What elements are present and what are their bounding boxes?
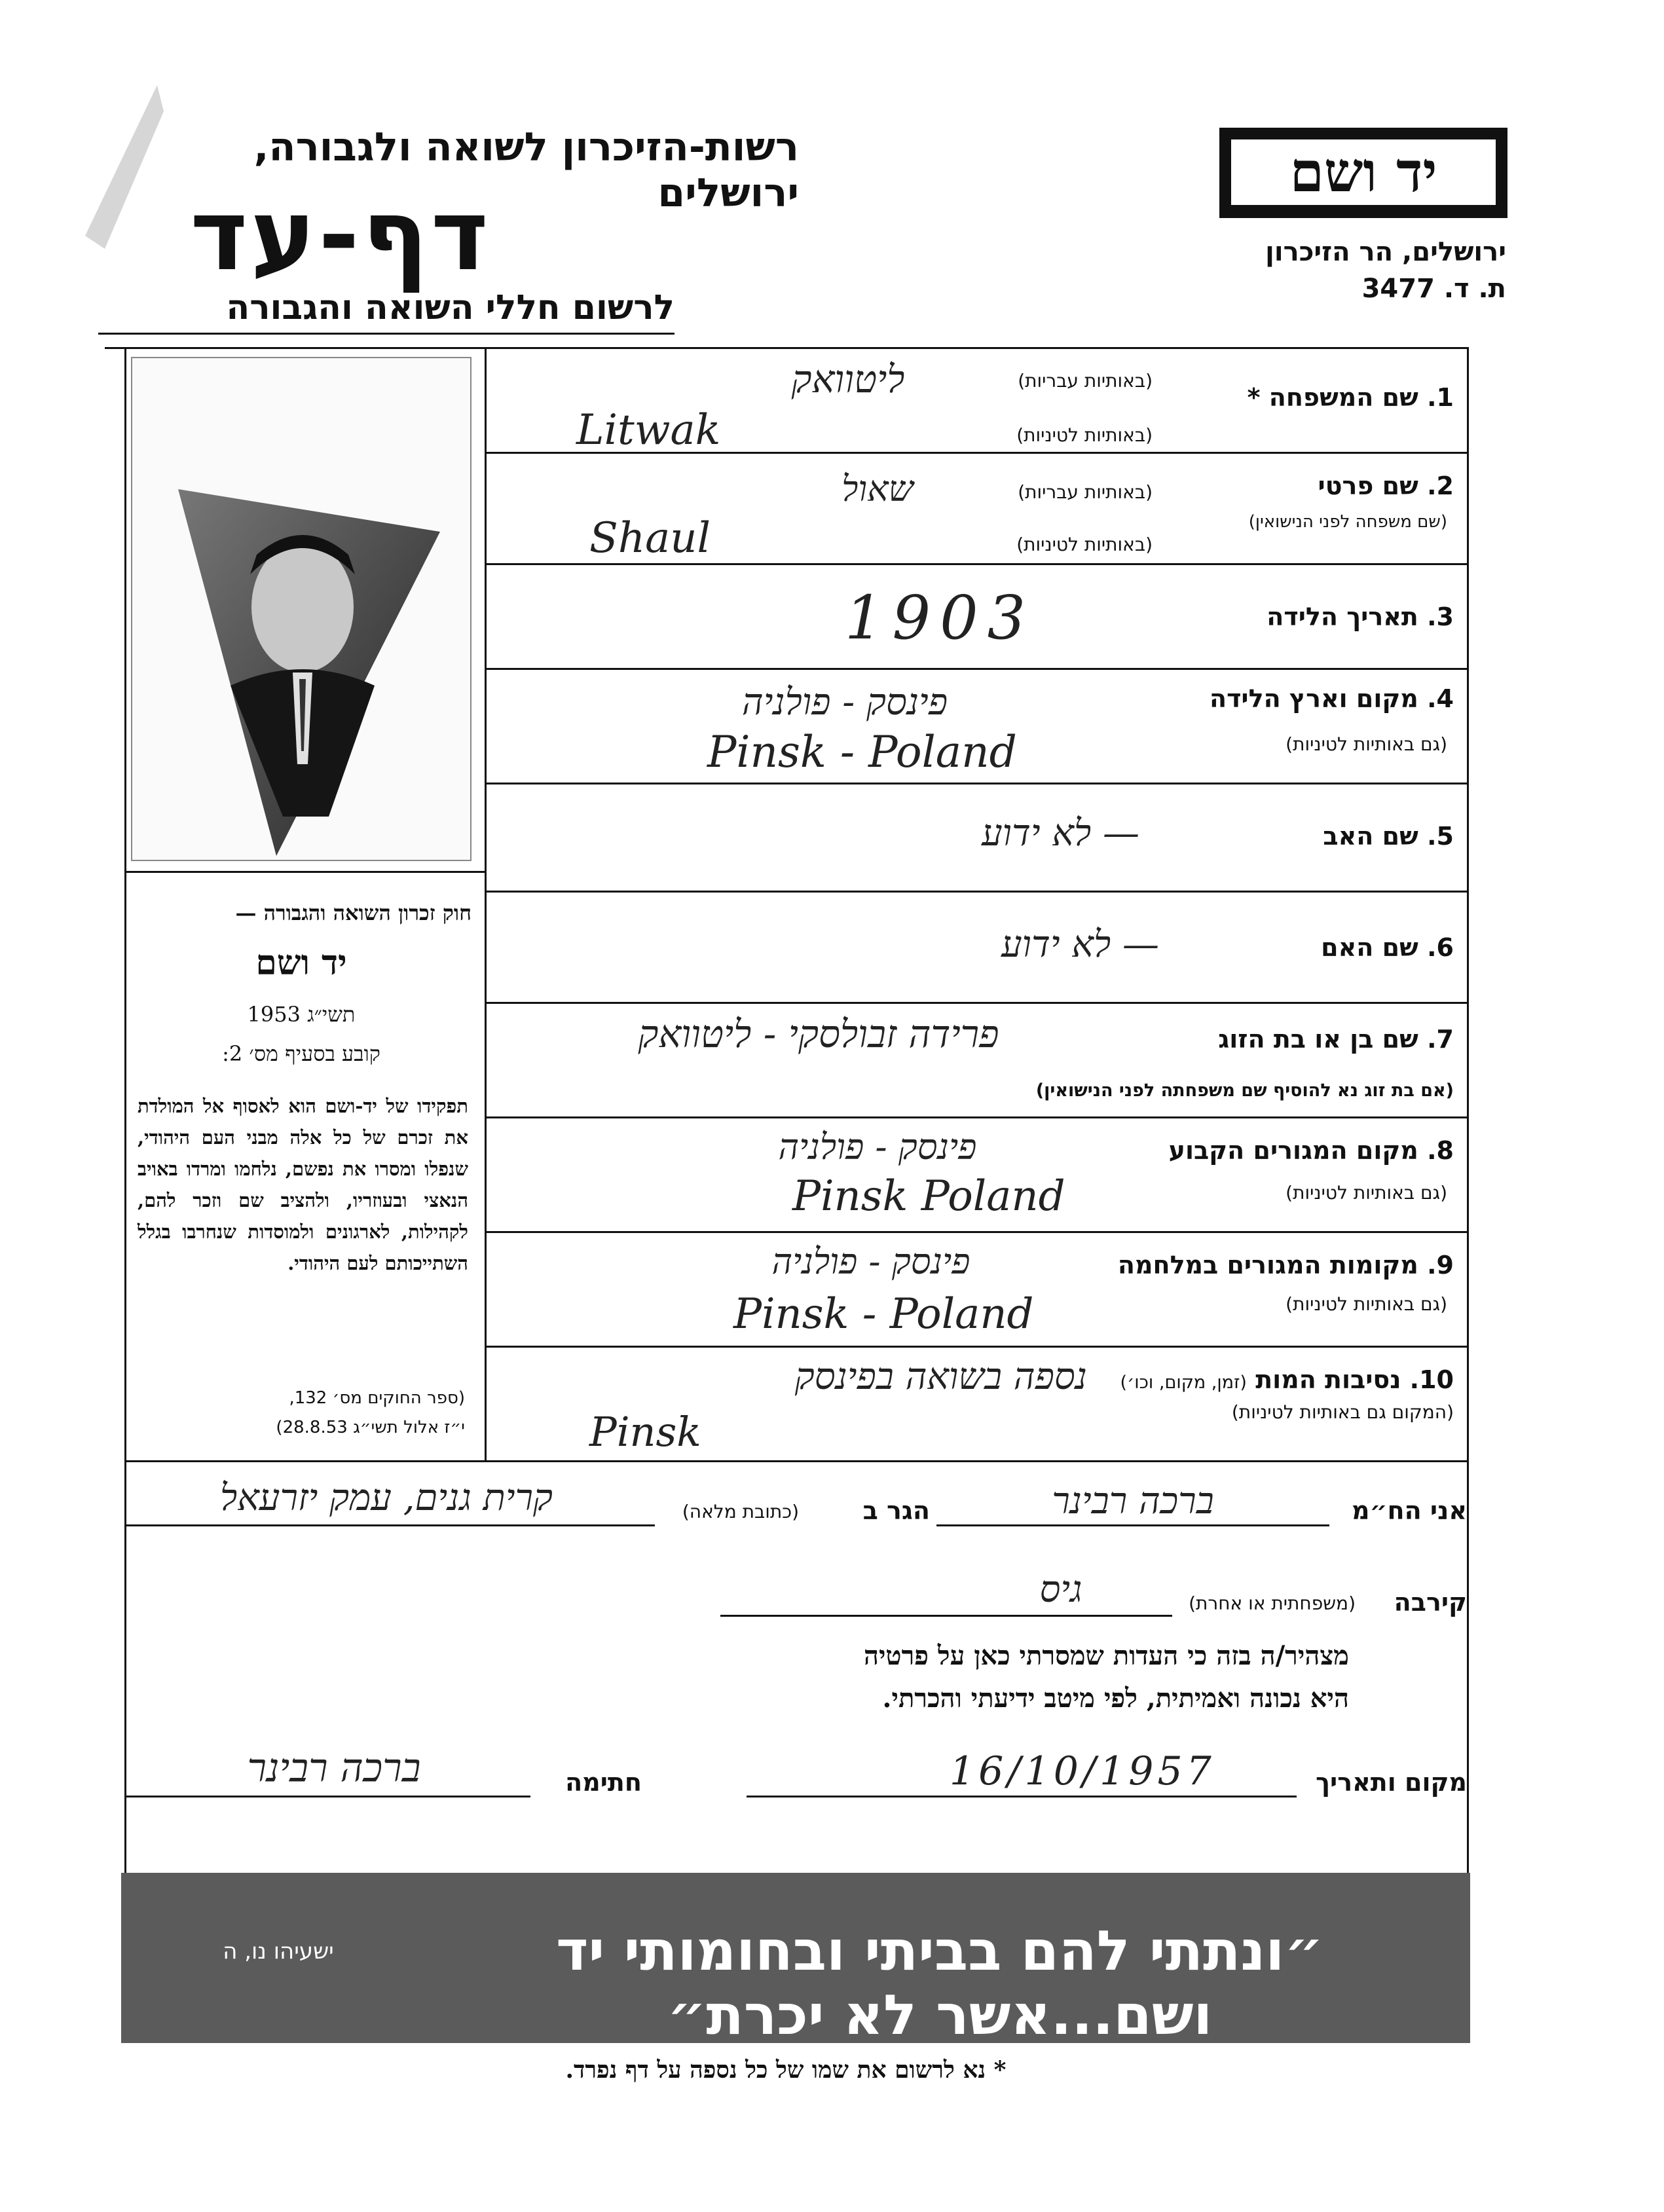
field-2-title: שם פרטי — [1318, 471, 1418, 500]
relation-value[interactable]: גיס — [1039, 1568, 1082, 1611]
field-7-label — [1166, 1025, 1454, 1054]
signature-label: חתימה — [565, 1768, 642, 1797]
field-2-num: 2. — [1427, 471, 1454, 500]
sidebar-citation-1: (ספר החוקים מס׳ 132, — [289, 1388, 465, 1408]
banner-source: ישעיהו נו, ה — [223, 1938, 334, 1964]
authority-title: רשות-הזיכרון לשואה ולגבורה, ירושלים — [253, 124, 799, 216]
address-line-2: ת. ד. 3477 — [1361, 274, 1506, 304]
signature-value: ברכה רבינר — [247, 1745, 421, 1791]
birthplace-hebrew-value[interactable]: פינסק - פולניה — [741, 681, 948, 724]
field-6-label — [1231, 933, 1454, 962]
row-divider — [485, 891, 1467, 893]
required-mark: * — [1247, 383, 1261, 412]
sidebar-year: תשי״ג 1953 — [247, 1002, 356, 1027]
birthplace-latin-value[interactable]: Pinsk - Poland — [707, 727, 1017, 777]
field-2-hint-latin: (באותיות לטיניות) — [1016, 534, 1153, 555]
relation-hint: (משפחתית או אחרת) — [1189, 1593, 1356, 1614]
field-10-sublabel: (המקום גם באותיות לטיניות) — [1231, 1401, 1454, 1423]
frame-right — [1467, 347, 1469, 1879]
frame-top — [105, 347, 1467, 349]
wartime-residence-hebrew-value[interactable]: פינסק - פולניה — [771, 1241, 971, 1282]
field-4-label — [1166, 684, 1454, 713]
field-8-num: 8. — [1427, 1136, 1454, 1165]
field-7-sublabel: (אם בת זוג נא להוסיף שם משפחתה לפני הנישואין) — [1035, 1080, 1454, 1101]
field-7-num: 7. — [1427, 1025, 1454, 1054]
address-hint: (כתובת מלאה) — [682, 1501, 799, 1522]
place-date-label: מקום ותאריך — [1316, 1768, 1467, 1797]
place-date-value[interactable]: 16/10/1957 — [950, 1748, 1215, 1794]
statement-line-2: היא נכונה ואמיתית, לפי מיטב ידיעתי והכרתי. — [882, 1683, 1349, 1714]
form-title: דף-עד — [190, 179, 491, 293]
row-divider — [485, 783, 1467, 784]
field-9-title: מקומות המגורים במלחמה — [1117, 1251, 1418, 1280]
given-name-hebrew-value[interactable]: שאול — [841, 468, 914, 509]
field-9-num: 9. — [1427, 1251, 1454, 1280]
field-8-title: מקום המגורים הקבוע — [1168, 1136, 1418, 1165]
field-4-sublabel: (גם באותיות לטיניות) — [1285, 733, 1447, 755]
logo-text: יד ושם — [1289, 139, 1437, 204]
field-4-num: 4. — [1427, 684, 1454, 713]
row-divider — [485, 668, 1467, 670]
victim-photo — [131, 357, 471, 861]
banner-quote: ״ונתתי להם בביתי ובחומותי יד ושם...אשר לא יכרת״ — [556, 1919, 1323, 2047]
mother-name-value[interactable]: — לא ידוע — [1001, 923, 1159, 966]
declarant-label: אני הח״מ — [1352, 1496, 1467, 1525]
surname-hebrew-value[interactable]: ליטוואק — [791, 357, 905, 401]
field-8-label — [1100, 1136, 1454, 1165]
field-1-hint-hebrew: (באותיות עבריות) — [1018, 370, 1153, 392]
sidebar-clause: קובע בסעיף מס׳ 2: — [222, 1041, 380, 1066]
field-1-label — [1231, 383, 1454, 412]
birth-date-value[interactable]: 1903 — [845, 583, 1035, 653]
field-5-label — [1231, 822, 1454, 851]
surname-latin-value[interactable]: Litwak — [576, 406, 721, 454]
footnote: * נא לרשום את שמו של כל נספה על דף נפרד. — [565, 2056, 1007, 2084]
yad-vashem-logo — [1219, 128, 1507, 218]
relation-line — [720, 1615, 1172, 1617]
declarant-name-value[interactable]: ברכה רבינר — [1052, 1480, 1214, 1522]
field-7-title: שם בן או בת הזוג — [1218, 1025, 1418, 1054]
quote-banner — [121, 1873, 1470, 2047]
field-8-sublabel: (גם באותיות לטיניות) — [1285, 1182, 1447, 1204]
spouse-name-value[interactable]: פרידה זבולסקי - ליטוואק — [638, 1012, 999, 1056]
row-divider — [485, 1346, 1467, 1348]
field-1-title: שם המשפחה — [1268, 383, 1418, 412]
sidebar-law-title: חוק זכרון השואה והגבורה — — [235, 900, 471, 925]
form-subtitle: לרשום חללי השואה והגבורה — [226, 288, 675, 327]
relation-label: קירבה — [1394, 1588, 1467, 1617]
frame-left — [124, 347, 126, 1879]
death-circumstances-hebrew-value[interactable]: נספה בשואה בפינסק — [794, 1355, 1087, 1398]
field-10-label — [1074, 1365, 1454, 1394]
field-10-title: נסיבות המות — [1255, 1365, 1401, 1394]
row-divider — [485, 1116, 1467, 1118]
permanent-residence-latin-value[interactable]: Pinsk Poland — [792, 1172, 1065, 1221]
wartime-residence-latin-value[interactable]: Pinsk - Poland — [733, 1290, 1034, 1338]
field-1-num: 1. — [1427, 383, 1454, 412]
field-1-hint-latin: (באותיות לטיניות) — [1016, 424, 1153, 446]
field-5-num: 5. — [1427, 822, 1454, 851]
address-line — [124, 1524, 655, 1526]
subtitle-underline — [98, 333, 675, 335]
photo-divider — [124, 871, 485, 873]
sidebar-org: יד ושם — [255, 943, 347, 983]
father-name-value[interactable]: — לא ידוע — [981, 812, 1139, 855]
statement-line-1: מצהיר/ה בזה כי העדות שמסרתי כאן על פרטיה — [863, 1640, 1349, 1671]
field-6-title: שם האם — [1321, 933, 1418, 962]
field-2-hint-hebrew: (באותיות עבריות) — [1018, 481, 1153, 503]
field-3-num: 3. — [1427, 602, 1454, 631]
field-2-sublabel: (שם משפחה לפני הנישואין) — [1248, 512, 1447, 532]
field-10-num: 10. — [1409, 1365, 1454, 1394]
field-3-label — [1231, 602, 1454, 631]
column-divider — [485, 347, 487, 1460]
sidebar-body: תפקידו של יד-ושם הוא לאסוף אל המולדת את זכרם של כל אלה מבני העם היהודי, שנפלו ומסרו את נפשם, נלחמו ומרדו באויב הנאצי ובעוזריו, ולהציב שם וזכר להם, לקהילות, לארגונים ולמוסדות שנחרבו בגלל השתייכותם לעם היהודי. — [138, 1095, 468, 1274]
field-3-title: תאריך הלידה — [1266, 602, 1418, 631]
field-5-title: שם האב — [1323, 822, 1418, 851]
field-2-label — [1231, 471, 1454, 500]
field-10-hint: (זמן, מקום, וכו׳) — [1120, 1373, 1247, 1393]
permanent-residence-hebrew-value[interactable]: פינסק - פולניה — [778, 1126, 977, 1168]
field-9-label — [1061, 1251, 1454, 1280]
field-6-num: 6. — [1427, 933, 1454, 962]
row-divider — [485, 1002, 1467, 1004]
sidebar-citation-2: י״ז אלול תשי״ג 28.8.53) — [276, 1418, 465, 1437]
row-divider — [485, 563, 1467, 565]
field-9-sublabel: (גם באותיות לטיניות) — [1285, 1293, 1447, 1315]
address-value[interactable]: קרית גנים, עמק יזרעאל — [220, 1477, 553, 1519]
field-4-title: מקום וארץ הלידה — [1209, 684, 1418, 713]
address-line-1: ירושלים, הר הזיכרון — [1265, 237, 1506, 267]
death-circumstances-latin-value[interactable]: Pinsk — [589, 1408, 701, 1456]
fields-bottom — [124, 1460, 1467, 1462]
declarant-line — [936, 1524, 1329, 1526]
given-name-latin-value[interactable]: Shaul — [589, 514, 711, 562]
row-divider — [485, 1231, 1467, 1233]
signature-line — [124, 1796, 530, 1797]
place-date-line — [747, 1796, 1297, 1797]
resides-label: הגר ב — [862, 1496, 930, 1525]
